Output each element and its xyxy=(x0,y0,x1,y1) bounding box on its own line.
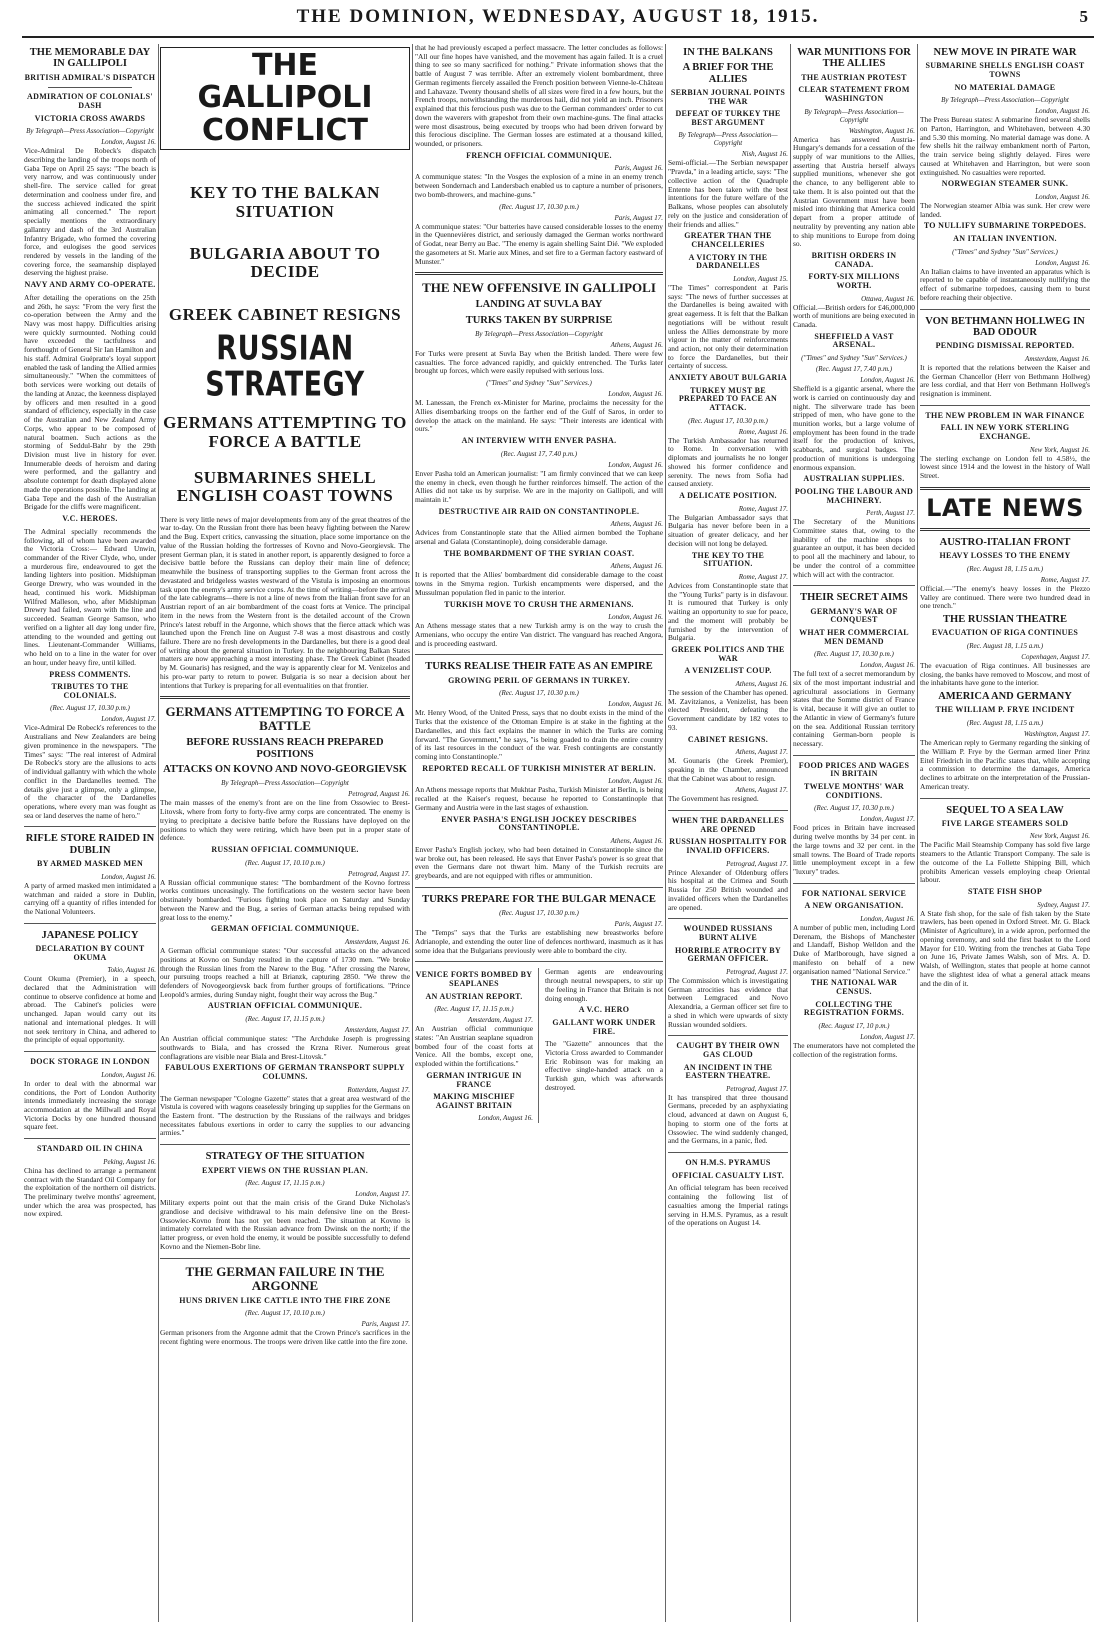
received-line: (Rec. August 17, 10.30 p.m.) xyxy=(814,804,894,813)
received-line: (Rec. August 17, 10.30 p.m.) xyxy=(499,202,579,211)
subheadline: GALLANT WORK UNDER FIRE. xyxy=(552,1017,656,1036)
subheadline: THE WILLIAM P. FRYE INCIDENT xyxy=(935,705,1075,715)
received-line: (Rec. August 17, 10.30 p.m.) xyxy=(499,689,579,698)
subheadline: VICTORIA CROSS AWARDS xyxy=(34,113,146,123)
article-text: There is very little news of major developments from any of the great theatres of the war to-day. On the Russian front there has been heavy fighting between the Narew and the Bug. Expert critics, canvassing the situation, place some importance on the value of the Russian holding the fortresses of Kovno and Novo-Georgievsk. The present German plan, it is stated in another report, is apparently designed to force a decisive battle before the Russians can deploy their main line of defence; meanwhile the business of transporting supplies to the German front across the devastated and bridgeless wastes westward of the Vistula is imposing an enormous task upon the enemy's army service corps. At the time of writing—before the arrival of the late cablegrams—there is not a line of news from the Italian front save for an Austrian report of an air bombardment of the coast forts at Venice. The principal item in the news from the Western front is the detailed account of the Crown Prince's latest rebuff in the Argonne, which shows that the fierce attack which was launched upon the French line on August 7-8 was a most disastrous and costly failure. There are no fresh developments in the Dardanelles, but there is a good deal of writing about the general situation in Turkey. In the neighbouring Balkan States matters are now approaching a most interesting phase. The Greek Cabinet (headed by M. Gounaris) has resigned, and the way is apparently clear for M. Venizelos and his pro-war party to return to power. Bulgaria is so near a decision about her intentions that Turkey is preparing for all eventualities on that frontier. xyxy=(160,514,410,690)
article-text: An Austrian official communique states: "The Archduke Joseph is progressing southwards to Biala, and has crossed the Krzna River. Numerous great conflagrations are visible near Biala and Brest-Litovsk." xyxy=(160,1034,410,1061)
dateline: Petrograd, August 17. xyxy=(726,1084,788,1093)
received-line: (Rec. August 17, 10.30 p.m.) xyxy=(688,416,768,425)
dateline: Paris, August 17. xyxy=(614,920,663,929)
headline: JAPANESE POLICY xyxy=(41,929,139,941)
headline: ON H.M.S. PYRAMUS xyxy=(685,1158,771,1168)
subheadline: BRITISH ADMIRAL'S DISPATCH xyxy=(24,72,156,82)
dateline: Rome, August 17. xyxy=(1040,575,1090,584)
sub-column xyxy=(545,968,663,1123)
divider xyxy=(920,528,1090,531)
late-news-banner: LATE NEWS xyxy=(926,493,1084,522)
divider xyxy=(793,883,915,884)
divider xyxy=(24,826,156,827)
subheadline: STATE FISH SHOP xyxy=(968,887,1042,897)
dateline: Petrograd, August 16. xyxy=(348,790,410,799)
received-line: (Rec. August 17, 7.40 p.m.) xyxy=(815,365,893,374)
headline: DOCK STORAGE IN LONDON xyxy=(30,1057,150,1067)
subheadline: CLEAR STATEMENT FROM WASHINGTON xyxy=(798,85,910,103)
divider xyxy=(668,1035,788,1036)
subheadline: HORRIBLE ATROCITY BY GERMAN OFFICER. xyxy=(674,945,782,964)
article-text: The enumerators have not completed the collection of the registration forms. xyxy=(793,1040,915,1059)
dateline: Rotterdam, August 17. xyxy=(347,1085,410,1094)
headline: STANDARD OIL IN CHINA xyxy=(37,1144,143,1154)
dateline: Amsterdam, August 16. xyxy=(345,938,410,947)
column-2 xyxy=(160,44,410,1622)
article-text: M. Gounaris (the Greek Premier), speaking in the Chamber, announced that the Cabinet was about to resign. xyxy=(668,756,788,783)
page-number: 5 xyxy=(1079,7,1088,26)
article-text: An Austrian official communique states: "An Austrian seaplane squadron bombed four of the coast forts at Venice. All the bombs, except one, exploded within the fortifications." xyxy=(415,1024,533,1069)
headline: THE RUSSIAN THEATRE xyxy=(943,613,1067,625)
article-text: After detailing the operations on the 25th and 26th, he says: "From the very first the co-operation between the Army and the Navy was most happy. Difficulties arising were quickly surmounted. Nothing could have exceeded the tactfulness and forethought of General Sir Ian Hamilton and his staff. Admiral Guépratte's loyal support enabled the task of landing the Allied armies simultaneously." "When the committees of both services were working out details of the landing at Anzac, the keenness displayed by officers and men resulted in a good standard of efficiency, especially in the case of the Australian and New Zealand Army Corps, who appear to be composed of natural boatmen. Such actions as the storming of Seddul-Bahr by the 29th Division must live in history for ever. Innumerable deeds of heroism and daring were performed, and the gallantry and absolute contempt for death displayed alone made the operations possible. The landing at Gaba Tepe and the dash of the Australian Brigade for the cliffs were magnificent. xyxy=(24,292,156,512)
headline: SUBMARINES SHELL ENGLISH COAST TOWNS xyxy=(176,468,394,506)
article-text: It is reported that the Allies' bombardment did considerable damage to the coast towns in the Smyrna region. Turkish encampments were dispersed, and the Mussulman population fled in panic to the interior. xyxy=(415,570,663,597)
headline: THE NEW OFFENSIVE IN GALLIPOLI xyxy=(422,280,656,296)
headline: TURKS PREPARE FOR THE BULGAR MENACE xyxy=(422,893,656,905)
dateline: Washington, August 17. xyxy=(1023,730,1090,739)
dateline: Athens, August 16. xyxy=(610,341,663,349)
article-text: The German newspaper "Cologne Gazette" states that a great area westward of the Vistula is covered with wagons ceaselessly bringing up supplies for the Germans on the Eastern front. "The destruction by the Russians of the railways and bridges necessitates fabulous exertions in order to carry the supplies to our advancing armies." xyxy=(160,1093,410,1138)
masthead-rule xyxy=(22,36,1094,38)
article-text: Enver Pasha told an American journalist: "I am firmly convinced that we can keep the enemy in check, even though he further reinforces himself. The action of the Allies did not take us by surprise. We are in the majority on Gallipoli, and will maintain it." xyxy=(415,468,663,504)
divider xyxy=(668,918,788,919)
subheadline: POOLING THE LABOUR AND MACHINERY. xyxy=(794,487,914,505)
subheadline: FALL IN NEW YORK STERLING EXCHANGE. xyxy=(940,423,1070,442)
subheadline: BRITISH ORDERS IN CANADA. xyxy=(811,251,897,269)
article-text: The Pacific Mail Steamship Company has sold five large steamers to the Atlantic Transport Company. The sale is the outcome of the La Follette Shipping Bill, which prohibits American vessels employing cheap Oriental labour. xyxy=(920,840,1090,885)
article-text: The main masses of the enemy's front are on the line from Ossowiec to Brest-Litovsk, where from forty to forty-five army corps are concentrated. The enemy is trying to precipitate a decisive battle before the Russians have deployed on the positions to which they were retiring, which have been put in a proper state of defence. xyxy=(160,798,410,843)
section-subhead: V.C. HEROES. xyxy=(62,514,118,524)
dateline: Rome, August 17. xyxy=(738,504,788,513)
subheadline: AN INCIDENT IN THE EASTERN THEATRE. xyxy=(683,1062,773,1081)
subheadline: A VICTORY IN THE DARDANELLES xyxy=(688,252,768,271)
subheadline: SHEFFIELD A VAST ARSENAL. xyxy=(814,331,894,350)
headline: STRATEGY OF THE SITUATION xyxy=(205,1151,365,1163)
subheadline: DESTRUCTIVE AIR RAID ON CONSTANTINOPLE. xyxy=(438,506,640,516)
received-line: (Rec. August 18, 1.15 a.m.) xyxy=(966,641,1044,650)
subheadline: GROWING PERIL OF GERMANS IN TURKEY. xyxy=(448,675,630,685)
subheadline: TO NULLIFY SUBMARINE TORPEDOES. xyxy=(923,221,1087,231)
subheadline: FIVE LARGE STEAMERS SOLD xyxy=(941,818,1069,828)
dateline: London, August 17. xyxy=(355,1190,410,1199)
dateline: Ottawa, August 16. xyxy=(861,294,915,303)
column-rule xyxy=(790,44,791,1622)
headline: NEW MOVE IN PIRATE WAR xyxy=(933,47,1077,58)
article-text: German prisoners from the Argonne admit that the Crown Prince's sacrifices in the recent fighting were enormous. The troops were driven like cattle into the fire zone. xyxy=(160,1328,410,1346)
article-text: It has transpired that three thousand Germans, preceded by an asphyxiating cloud, advanced at dawn on August 6, hoping to storm one of the forts at Ossowiec. The wind suddenly changed, and the Germans, in a panic, fled. xyxy=(668,1092,788,1146)
subheadline: CABINET RESIGNS. xyxy=(687,734,769,744)
dateline: Rome, August 16. xyxy=(738,427,788,436)
subheadline: GREEK POLITICS AND THE WAR xyxy=(671,645,785,663)
headline: VENICE FORTS BOMBED BY SEAPLANES xyxy=(415,970,533,988)
article-text: Vice-Admiral De Robeck's references to the Australians and New Zealanders are being given prominence in the newspapers. "The Times" says: "The real interest of Admiral De Robeck's story are the allusions to acts of individual gallantry with which the whole conflict in the Dardanelles teemed. The details give just a glimpse, only a glimpse, of the character of the Dardanelles operations, where every man was fought as sea or land deserves the name of hero." xyxy=(24,723,156,820)
article-text: China has declined to arrange a permanent contract with the Standard Oil Company for the exploitation of the northern oil districts. The preliminary twelve months' agreement, under which the area was prospected, has now expired. xyxy=(24,1165,156,1219)
divider xyxy=(415,887,663,888)
article-text: The sterling exchange on London fell to 4.58½, the lowest since 1914 and the lowest in the history of Wall Street. xyxy=(920,453,1090,481)
divider xyxy=(415,961,663,962)
subheadline: ANXIETY ABOUT BULGARIA xyxy=(668,373,788,383)
received-line: (Rec. August 17, 11.15 p.m.) xyxy=(434,1005,514,1014)
article-text: Mr. Henry Wood, of the United Press, says that no doubt exists in the mind of the Turks that the existence of the Ottoman Empire is at stake in the fighting at the Dardanelles, and this fact explains the manner in which the Turks are coming forward. "The Government," he says, "is being goaded to drain the entire country of its last resources in the conduct of the war. Fresh contingents are constantly coming into Constantinople." xyxy=(415,708,663,762)
masthead xyxy=(22,6,1094,36)
subheadline: MAKING MISCHIEF AGAINST BRITAIN xyxy=(433,1092,515,1110)
dateline: London, August 16. xyxy=(608,460,663,469)
divider xyxy=(160,1258,410,1259)
column-6 xyxy=(920,44,1090,1622)
article-text: Sheffield is a gigantic arsenal, where the work is carried on continuously day and night. The silverware trade has been stripped of men, who have gone to the munition works, but a large volume of employment has been found in the trade itself for the production of knives, scabbards, and surgical badges. The production of munitions is undergoing enormous expansion. xyxy=(793,384,915,472)
headline: AUSTRO-ITALIAN FRONT xyxy=(939,536,1071,548)
article-text: It is reported that the relations between the Kaiser and the German Chancellor (Herr von Bethmann Hollweg) are less cordial, and that Herr von Bethmann Hollweg's resignation is imminent. xyxy=(920,362,1090,399)
article-text: The Commission which is investigating German atrocities has evidence that between Lemgraced and Novo Alexandria, a German officer set fire to a shed in which were upwards of sixty Russian wounded soldiers. xyxy=(668,975,788,1029)
headline: FOR NATIONAL SERVICE xyxy=(801,888,907,898)
subheadline: EXPERT VIEWS ON THE RUSSIAN PLAN. xyxy=(201,1165,369,1175)
article-text: An Athens message reports that Mukhtar Pasha, Turkish Minister at Berlin, is being recalled at the Kaiser's request, because he reported to Constantinople that Germany and Austria were in the last stages of exhaustion. xyxy=(415,785,663,812)
dateline: Amsterdam, August 16. xyxy=(1025,354,1090,363)
column-rule xyxy=(665,44,666,1622)
dateline: Athens, August 16. xyxy=(610,836,663,845)
subheadline: PENDING DISMISSAL REPORTED. xyxy=(935,341,1075,351)
subheadline: LANDING AT SUVLA BAY xyxy=(475,299,603,311)
received-line: (Rec. August 17, 10 p.m.) xyxy=(818,1021,890,1030)
dateline: Nish, August 16. xyxy=(741,150,788,159)
headline: THE GERMAN FAILURE IN THE ARGONNE xyxy=(185,1263,385,1293)
dateline: Rome, August 17. xyxy=(738,572,788,581)
subheadline: TURKEY MUST BE PREPARED TO FACE AN ATTACK. xyxy=(678,385,778,413)
subheadline: AN INTERVIEW WITH ENVER PASHA. xyxy=(461,436,617,446)
headline: SEQUEL TO A SEA LAW xyxy=(946,804,1064,816)
dateline: London, August 17. xyxy=(860,815,915,824)
dateline: Petrograd, August 17. xyxy=(726,967,788,976)
subheadline: ATTACKS ON KOVNO AND NOVO-GEORGIEVSK xyxy=(163,764,407,776)
divider xyxy=(415,654,663,655)
received-line: (Rec. August 17, 10.30 p.m.) xyxy=(499,909,579,918)
article-text: Advices from Constantinople state that the Allied airmen bombed the Tophane arsenal and Galata (Constantinople), doing considerable damage. xyxy=(415,528,663,547)
service-line: ("Times" and Sydney "Sun" Services.) xyxy=(801,354,907,363)
dateline: London, August 16. xyxy=(1035,192,1090,201)
dateline: Amsterdam, August 17. xyxy=(468,1016,533,1025)
headline: GERMAN INTRIGUE IN FRANCE xyxy=(426,1070,522,1089)
article-text: Food prices in Britain have increased during twelve months by 34 per cent. in the large towns and 32 per cent. in the small towns. The Board of Trade reports little unemployment except in a few "luxury" trades. xyxy=(793,823,915,876)
subheadline: NORWEGIAN STEAMER SUNK. xyxy=(941,179,1069,189)
subheadline: A NEW ORGANISATION. xyxy=(804,901,904,911)
article-text: An official telegram has been received containing the following list of casualties among the Imperial ratings serving in H.M.S. Pyramus, as a result of the operations on August 14. xyxy=(668,1183,788,1228)
subheadline: RUSSIAN OFFICIAL COMMUNIQUE. xyxy=(211,845,359,855)
column-5 xyxy=(793,44,915,1622)
subheadline: BEFORE RUSSIANS REACH PREPARED POSITIONS xyxy=(186,737,384,760)
divider xyxy=(160,1144,410,1145)
received-line: (Rec. August 18, 1.15 a.m.) xyxy=(966,564,1044,573)
column-rule xyxy=(412,44,413,1622)
headline: THEIR SECRET AIMS xyxy=(800,592,908,604)
dateline: Sydney, August 17. xyxy=(1037,900,1090,909)
article-text: The Turkish Ambassador has returned to Rome. In conversation with diplomats and journalists he no longer showed his former confidence and serenity. The news from Sofia had caused anxiety. xyxy=(668,435,788,489)
dateline: London, August 16. xyxy=(608,777,663,786)
received-line: (Rec. August 17, 10.30 p.m.) xyxy=(50,704,130,713)
divider xyxy=(160,696,410,699)
article-text: Advices from Constantinople state that the "Young Turks" party is in disfavour. It is rumoured that Turkey is only waiting an opportunity to sue for peace, and the moment will probably be furnished by the intervention of Bulgaria. xyxy=(668,580,788,643)
subheadline: GERMANY'S WAR OF CONQUEST xyxy=(810,606,898,625)
credit-line: By Telegraph—Press Association—Copyright xyxy=(26,127,154,136)
article-text: The Norwegian steamer Albia was sunk. Her crew were landed. xyxy=(920,200,1090,219)
headline: RUSSIAN STRATEGY xyxy=(205,329,365,405)
headline: THE NEW PROBLEM IN WAR FINANCE xyxy=(925,410,1085,420)
article-text: An Italian claims to have invented an apparatus which is reported to be capable of instantaneously nullifying the effect of submarine torpedoes, causing them to burst before reaching their objective. xyxy=(920,266,1090,302)
headline: VON BETHMANN HOLLWEG IN BAD ODOUR xyxy=(925,315,1085,338)
article-text: The "Gazette" announces that the Victoria Cross awarded to Commander Eric Robinson was for making an effective single-handed attack on a Turkish gun, which was afterwards destroyed. xyxy=(545,1039,663,1092)
divider xyxy=(668,1152,788,1153)
article-text: The evacuation of Riga continues. All businesses are closing, the banks have removed to Moscow, and most of the inhabitants have gone to the interior. xyxy=(920,660,1090,688)
section-subhead: NAVY AND ARMY CO-OPERATE. xyxy=(24,280,156,290)
received-line: (Rec. August 17, 11.15 p.m.) xyxy=(245,1015,325,1024)
divider xyxy=(920,405,1090,406)
divider xyxy=(24,1051,156,1052)
dateline: London, August 16. xyxy=(478,1114,533,1123)
dateline: London, August 16. xyxy=(860,661,915,670)
article-text: Vice-Admiral De Robeck's dispatch describing the landing of the troops north of Gaba Tepe on April 25 says: "The beach is very narrow, and was continuously under shell-fire. The service called for great determination and coolness under fire, and the success achieved indicated the spirit animating all concerned." The report specially mentions the extraordinary gallantry and dash of the 3rd Australian Infantry Brigade, who formed the covering force, and eulogises the good services rendered by vessels in the landing of the covering force, the seamanship displayed deserving the highest praise. xyxy=(24,146,156,278)
subheadline: SERBIAN JOURNAL POINTS THE WAR xyxy=(670,87,786,106)
dateline: Athens, August 17. xyxy=(735,748,788,757)
received-line: (Rec. August 17, 10.30 p.m.) xyxy=(814,650,894,659)
headline: TURKS REALISE THEIR FATE AS AN EMPIRE xyxy=(425,661,653,673)
dateline: London, August 17. xyxy=(860,1032,915,1041)
headline: GERMANS ATTEMPTING TO FORCE A BATTLE xyxy=(165,704,405,734)
subheadline: GREATER THAN THE CHANCELLERIES xyxy=(684,231,772,249)
subheadline: GERMAN OFFICIAL COMMUNIQUE. xyxy=(210,924,360,934)
subheadline: THE BOMBARDMENT OF THE SYRIAN COAST. xyxy=(443,548,635,558)
article-text: The Press Bureau states: A submarine fired several shells on Parton, Harrington, and Whitehaven, between 4.30 and 5.30 this morning. No material damage was done. A few shells hit the railway embankment north of Parton, the train service being slightly delayed. Fires were caused at Whitehaven and Harrington, but were soon extinguished. No casualties were reported. xyxy=(920,115,1090,177)
dateline: London, August 16. xyxy=(101,872,156,881)
divider xyxy=(48,87,133,88)
subheadline: THE KEY TO THE SITUATION. xyxy=(691,550,765,569)
received-line: (Rec. August 18, 1.15 a.m.) xyxy=(966,719,1044,728)
subheadline: FORTY-SIX MILLIONS WORTH. xyxy=(808,272,900,290)
column-1 xyxy=(24,44,156,1622)
article-text: A Russian official communique states: "The bombardment of the Kovno fortress works continues unceasingly. The fortifications on the western sector have been obstinately bombarded. "Furious fighting took place on Saturday and Sunday between the Narew and the Bug, a series of German attacks being repulsed with great loss to the enemy." xyxy=(160,877,410,922)
subheadline: AUSTRIAN OFFICIAL COMMUNIQUE. xyxy=(207,1001,363,1011)
dateline: Athens, August 16. xyxy=(735,679,788,688)
dateline: London, August 16. xyxy=(101,138,156,147)
dateline: London, August 16. xyxy=(608,390,663,399)
article-text: Prince Alexander of Oldenburg offers his hospital at the Crimea and South Russia for 250 British wounded and invalided officers when the Dardanelles are opened. xyxy=(668,867,788,912)
headline: GERMANS ATTEMPTING TO FORCE A BATTLE xyxy=(163,413,407,451)
article-text: A State fish shop, for the sale of fish taken by the State trawlers, has been opened in Oxford Street. Mr. G. Black (Minister of Agriculture), in a wide apron, performed the opening ceremony, and sold the first basket to the Lord Mayor for £10. Writing from the trenches at Gaba Tepe on June 16, Private James Walsh, son of Mrs. A. D. Walsh, of Wellington, states that people at home cannot have the slightest idea of what a general attack means and the din of it. xyxy=(920,908,1090,988)
headline: WAR MUNITIONS FOR THE ALLIES xyxy=(797,47,911,70)
subheadline: FRENCH OFFICIAL COMMUNIQUE. xyxy=(466,150,612,160)
dateline: London, August 16. xyxy=(1035,258,1090,267)
subheadline: AN AUSTRIAN REPORT. xyxy=(425,991,523,1001)
newspaper-title: THE DOMINION, WEDNESDAY, AUGUST 18, 1915. xyxy=(296,6,820,27)
subheadline: TURKS TAKEN BY SURPRISE xyxy=(465,314,613,326)
divider xyxy=(793,755,915,756)
headline: WHEN THE DARDANELLES ARE OPENED xyxy=(671,816,785,834)
received-line: (Rec. August 17, 10.10 p.m.) xyxy=(245,858,325,867)
dateline: Athens, August 16. xyxy=(610,520,663,529)
headline: KEY TO THE BALKAN SITUATION xyxy=(190,183,380,221)
dateline: Petrograd, August 17. xyxy=(726,859,788,868)
headline: GREEK CABINET RESIGNS xyxy=(168,304,402,324)
subheadline: FABULOUS EXERTIONS OF GERMAN TRANSPORT SUPPLY COLUMNS. xyxy=(165,1063,405,1081)
article-text: that he had previously escaped a perfect massacre. The letter concludes as follows: "All our fine hopes have vanished, and the movement has again failed. It is a cruel thing to see so many sacrificed for nothing." Private information shows that the battle of August 7 was terrible. After an extremely violent bombardment, three German regiments fiercely assailed the French position between Vienne-le-Château and Lahavaze. Twenty thousand shells of all sizes were fired in a few hours, but the French troops, notwithstanding the murderous hail, did not yield an inch. Prisoners explained that this ferocious push was due to the German commanders' order to cut down the waverers with grapeshot from their own machine-guns. The final attacks were most disastrous, being executed by troops who had been driven forward by this ferocious discipline. The German losses are estimated at a thousand killed, wounded, or prisoners. xyxy=(415,44,663,149)
service-line: ("Times" and Sydney "Sun" Services.) xyxy=(486,379,592,388)
subheadline: WHAT HER COMMERCIAL MEN DEMAND xyxy=(799,627,909,646)
dateline: London, August 16. xyxy=(608,700,663,709)
subheadline: DECLARATION BY COUNT OKUMA xyxy=(35,944,145,962)
subheadline: A VENIZELIST COUP. xyxy=(684,666,772,676)
column-4 xyxy=(668,44,788,1622)
dateline: Perth, August 17. xyxy=(866,509,915,518)
article-text: The Government has resigned. xyxy=(668,794,759,804)
subheadline: TRIBUTES TO THE COLONIALS. xyxy=(51,682,129,700)
divider xyxy=(24,1138,156,1139)
article-text: A number of public men, including Lord Derenam, the Bishops of Manchester and Llandaff, Bishop Welldon and the Duke of Marlborough, have signed a manifesto on behalf of a new organisation named "National Service." xyxy=(793,922,915,976)
dateline: London, August 16. xyxy=(608,613,663,622)
subheadline: A DELICATE POSITION. xyxy=(679,491,777,501)
divider xyxy=(920,487,1090,490)
divider xyxy=(920,798,1090,799)
divider xyxy=(793,585,915,586)
article-text: The Admiral specially recommends the following, all of whom have been awarded the Victoria Cross:— Edward Unwin, commander of the River Clyde, who, under a murderous fire, endeavoured to get the landing lighters into position. Midshipman George Drewry, who was wounded in the head, continued his work. Midshipman Wilfred Malleson, who, after Midshipman Drewry had failed, swam with the line and succeeded. Seaman George Samson, who verified on a lighter all day long under fire, attending to the wounded and getting out lines. Lieutenant-Commander Williams, who held on to a line in the water for over an hour, under heavy fire, until killed. xyxy=(24,526,156,667)
article-text: A communique states: "In the Vosges the explosion of a mine in an enemy trench between Sondernach and Landersbach enabled us to capture a number of prisoners, two bomb-throwers, and machine-guns." xyxy=(415,172,663,199)
divider xyxy=(415,272,663,275)
subheadline: HEAVY LOSSES TO THE ENEMY xyxy=(939,551,1071,561)
credit-line: By Telegraph—Press Association—Copyright xyxy=(221,779,349,788)
dateline: Paris, August 16. xyxy=(614,164,663,173)
credit-line: By Telegraph—Press Association—Copyright xyxy=(678,131,778,148)
dateline: Petrograd, August 17. xyxy=(348,869,410,878)
article-text: Semi-official.—The Serbian newspaper "Pravda," in a leading article, says: "The collective action of the Quadruple Entente has been taken with the best intentions for the future welfare of the Balkans, whose peoples can absolutely rely on the justice and consideration of their friends and allies." xyxy=(668,158,788,229)
dateline: New York, August 16. xyxy=(1029,445,1090,454)
subheadline: THE AUSTRIAN PROTEST xyxy=(801,72,907,82)
dateline: Peking, August 16. xyxy=(103,1157,156,1166)
subheadline: SUBMARINE SHELLS ENGLISH COAST TOWNS xyxy=(925,61,1085,79)
credit-line: By Telegraph—Press Association—Copyright xyxy=(941,96,1069,105)
headline: FOOD PRICES AND WAGES IN BRITAIN xyxy=(798,760,910,779)
dateline: Paris, August 17. xyxy=(614,213,663,222)
article-text: German agents are endeavouring through neutral newspapers, to stir up the feeling in France that Britain is not doing enough. xyxy=(545,967,663,1003)
headline: CAUGHT BY THEIR OWN GAS CLOUD xyxy=(676,1041,780,1059)
article-text: Military experts point out that the main crisis of the Grand Duke Nicholas's grandiose and decisive withdrawal to his main defensive line on the Brest-Ossowiec-Kovno front has not yet been reached. The situation at Kovno is intimately correlated with the Russian advance from Dwinsk on the north; if the latter progress, or even hold the enemy, it would be possible successfully to defend Kovno and the Niemen-Bobr line. xyxy=(160,1198,410,1251)
dateline: London, August 16. xyxy=(101,1070,156,1079)
dateline: London, August 16. xyxy=(1035,107,1090,116)
article-text: "The Times" correspondent at Paris says: "The news of further successes at the Dardanelles is being awaited with great eagerness. It is felt that the Balkan negotiations will be without result unless the Allies demonstrate by more vigour in the matter of reinforcements and action, not only their determination to force the Dardanelles, but their certainty of success. xyxy=(668,282,788,371)
article-text: An Athens message states that a new Turkish army is on the way to crush the Armenians, who occupy the entire Van district. The vanguard has reached Angora, and is proceeding eastward. xyxy=(415,621,663,648)
headline: RIFLE STORE RAIDED IN DUBLIN xyxy=(25,833,155,856)
article-text: The "Temps" says that the Turks are establishing new breastworks before Adrianople, and extending the outer line of defences northward, inasmuch as it has some idea that the Bulgarians previously were able to bombard the city. xyxy=(415,928,663,955)
subheadline: BY ARMED MASKED MEN xyxy=(36,859,144,869)
received-line: (Rec. August 17, 11.15 p.m.) xyxy=(245,1179,325,1188)
headline: A V.C. HERO xyxy=(578,1005,630,1015)
subheadline: AUSTRALIAN SUPPLIES. xyxy=(803,474,905,484)
dateline: London, August 16. xyxy=(860,376,915,385)
subheadline: HUNS DRIVEN LIKE CATTLE INTO THE FIRE ZONE xyxy=(179,1295,391,1305)
dateline: Paris, August 17. xyxy=(361,1320,410,1329)
article-text: In order to deal with the abnormal war conditions, the Port of London Authority intends immediately increasing the storage accommodation at the Millwall and Royal Victoria Docks by one hundred thousand square feet. xyxy=(24,1078,156,1132)
subheadline: PRESS COMMENTS. xyxy=(49,669,131,679)
headline: BULGARIA ABOUT TO DECIDE xyxy=(189,243,381,282)
subheadline: EVACUATION OF RIGA CONTINUES xyxy=(931,628,1079,638)
subheadline: ENVER PASHA'S ENGLISH JOCKEY DESCRIBES CONSTANTINOPLE. xyxy=(441,814,637,833)
subheadline: COLLECTING THE REGISTRATION FORMS. xyxy=(803,999,905,1018)
headline: WOUNDED RUSSIANS BURNT ALIVE xyxy=(683,924,773,942)
article-text: Enver Pasha's English jockey, who had been detained in Constantinople since the war broke out, has been released. He says that Enver Pasha's power is so great that even the Germans dare not thwart him. Many of the Turkish recruits are greybeards, and are not equipped with rifles or ammunition. xyxy=(415,844,663,881)
subheadline: TWELVE MONTHS' WAR CONDITIONS. xyxy=(803,782,905,800)
dateline: Tokio, August 16. xyxy=(107,966,156,975)
article-text: A German official communique states: "Our successful attacks on the advanced positions at Kovno on Sunday resulted in the capture of 1730 men. "We broke through the Russian lines from the Narew to the Bug. "After crossing the Narew, our pursuing troops reached a hill at Brianzk, capturing 2850. "We threw the defenders of Novogeorgievsk back from further groups of fortifications. "Prince Leopold's armies, during Sunday night, fought their way across the Bug." xyxy=(160,946,410,999)
column-rule xyxy=(917,44,918,1622)
dateline: New York, August 16. xyxy=(1029,832,1090,841)
article-text: A party of armed masked men intimidated a watchman and raided a store in Dublin, carrying off a quantity of rifles intended for the National Volunteers. xyxy=(24,880,156,916)
subheadline: DEFEAT OF TURKEY THE BEST ARGUMENT xyxy=(675,109,781,127)
article-text: America has answered Austria-Hungary's demands for a cessation of the supply of war munitions to the Allies, asserting that Austria herself always supplied munitions, whenever she got the chance, to any belligerent able to take them. It is also pointed out that the Austrian Government must have been misled into thinking that America could depart from a proper attitude of neutrality by preventing any nation able to ship munitions to Europe from doing so. xyxy=(793,134,915,249)
divider xyxy=(668,810,788,811)
dateline: Athens, August 17. xyxy=(735,786,788,795)
article-text: The Secretary of the Munitions Committee states that, owing to the inability of the machine shops to guarantee an output, it has been decided to pool all the machinery and labour, to be under the control of a committee which will act with the contractor. xyxy=(793,517,915,579)
article-text: For Turks were present at Suvla Bay when the British landed. There were few casualties. The force advanced rapidly, and quickly entrenched. The Turks later brought up forces, which were easily repulsed with serious loss. xyxy=(415,349,663,376)
article-text: Official.—"The enemy's heavy losses in the Plezzo Valley are continued. There were two hundred dead in one trench." xyxy=(920,583,1090,611)
column-3 xyxy=(415,44,663,1622)
article-text: The session of the Chamber has opened. M. Zavitzianos, a Venizelist, has been elected President, defeating the Government candidate by 182 votes to 93. xyxy=(668,687,788,732)
service-line: ("Times" and Sydney "Sun" Services.) xyxy=(952,247,1058,256)
dateline: Copenhagen, August 17. xyxy=(1021,652,1090,661)
split-section xyxy=(415,968,663,1123)
credit-line: By Telegraph—Press Association—Copyright xyxy=(475,330,603,338)
headline: A BRIEF FOR THE ALLIES xyxy=(682,62,774,85)
dateline: Athens, August 16. xyxy=(610,562,663,571)
subheadline: OFFICIAL CASUALTY LIST. xyxy=(671,1170,785,1180)
subheadline: NO MATERIAL DAMAGE xyxy=(954,82,1056,92)
column-rule xyxy=(158,44,159,1622)
subheadline: RUSSIAN HOSPITALITY FOR INVALID OFFICERS. xyxy=(669,837,787,856)
received-line: (Rec. August 17, 10.10 p.m.) xyxy=(245,1309,325,1318)
dateline: London, August 16. xyxy=(860,914,915,923)
divider xyxy=(24,923,156,924)
article-text: A communique states: "Our batteries have caused considerable losses to the enemy in the Quennevières district, and seriously damaged the German works northward of Godat, near Berry au Bac. "The enemy is again shelling Saint Dié. "We exploded the gasometers at St. Marie aux Mines, and set fire to a German factory eastward of Munster." xyxy=(415,221,663,266)
subheadline: TURKISH MOVE TO CRUSH THE ARMENIANS. xyxy=(444,599,634,609)
article-text: Official.—British orders for £46,000,000 worth of munitions are being executed in Canada. xyxy=(793,302,915,330)
article-text: M. Lanessan, the French ex-Minister for Marine, proclaims the necessity for the Allies disembarking troops on the farther end of the Gulf of Saros, in order to develop the attack on the mainland. He says: "Their interests are identical with ours." xyxy=(415,398,663,434)
credit-line: By Telegraph—Press Association—Copyright xyxy=(804,107,904,124)
article-text: The Bulgarian Ambassador says that Bulgaria has never before been in a situation of greater delicacy, and her decision will not long be delayed. xyxy=(668,512,788,548)
headline: AMERICA AND GERMANY xyxy=(938,691,1072,703)
subheadline: REPORTED RECALL OF TURKISH MINISTER AT BERLIN. xyxy=(422,763,656,773)
sub-column xyxy=(415,968,539,1123)
banner-headline: THE GALLIPOLI CONFLICT xyxy=(160,47,410,150)
dateline: Amsterdam, August 17. xyxy=(345,1026,410,1035)
headline: THE MEMORABLE DAY IN GALLIPOLI xyxy=(29,47,151,70)
article-text: The full text of a secret memorandum by six of the most important industrial and agricultural associations in Germany states that the Somme district of France is vital, because it will give an outlet to the Atlantic in view of Germany's future on the sea. Additional Russian territory containing German-born people is necessary. xyxy=(793,669,915,749)
headline: IN THE BALKANS xyxy=(683,47,773,58)
subheadline: ADMIRATION OF COLONIALS' DASH xyxy=(27,92,153,110)
subheadline: AN ITALIAN INVENTION. xyxy=(953,234,1057,244)
dateline: London, August 17. xyxy=(101,715,156,724)
subheadline: THE NATIONAL WAR CENSUS. xyxy=(810,978,898,997)
dateline: London, August 15. xyxy=(733,274,788,283)
dateline: Washington, August 16. xyxy=(848,126,915,135)
article-text: The American reply to Germany regarding the sinking of the William P. Frye by the German armed liner Prinz Eitel Friedrich in the Pacific states that, while accepting a commission to determine the damages, America declines to arbitrate on the interpretation of the Prussian-American treaty. xyxy=(920,738,1090,791)
received-line: (Rec. August 17, 7.40 p.m.) xyxy=(500,449,578,458)
article-text: Count Okuma (Premier), in a speech, declared that the Administration will continue to observe confidence at home and abroad. The Cabinet's policies were unchanged. Japan would carry out its national and international pledges. It will not seek territory in China, and adhered to the principle of equal opportunity. xyxy=(24,974,156,1045)
divider xyxy=(920,309,1090,310)
